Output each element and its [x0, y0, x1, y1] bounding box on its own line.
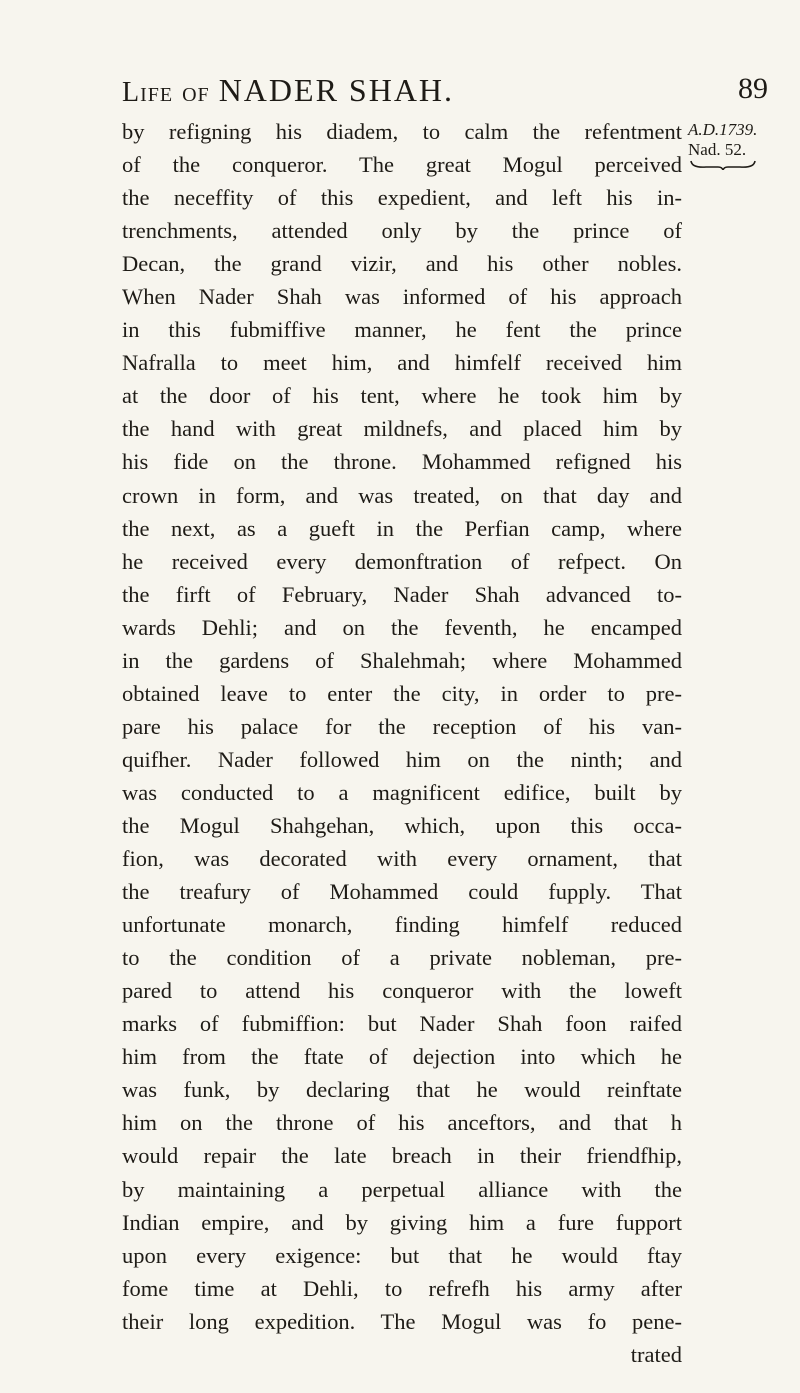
text-line: to the condition of a private nobleman, pre-	[122, 945, 682, 971]
text-line: Decan, the grand vizir, and his other nobles.	[122, 251, 682, 277]
text-line: was conducted to a magnificent edifice, built by	[122, 779, 682, 805]
text-line: pare his palace for the reception of his van-	[122, 713, 682, 739]
text-line: by maintaining a perpetual alliance with the	[122, 1176, 682, 1202]
text-line: When Nader Shah was informed of his approach	[122, 284, 682, 310]
text-line: in the gardens of Shalehmah; where Mohammed	[122, 647, 682, 673]
brace-icon	[690, 160, 756, 170]
text-line: at the door of his tent, where he took him by	[122, 383, 682, 409]
text-line: him on the throne of his anceftors, and that h	[122, 1110, 682, 1136]
body-text	[122, 115, 682, 1371]
text-line: the neceffity of this expedient, and left his in-	[122, 185, 682, 211]
text-line: of the conqueror. The great Mogul perceived	[122, 152, 682, 178]
running-head	[122, 72, 662, 109]
text-line: he received every demonftration of refpect. On	[122, 548, 682, 574]
catchword: trated	[630, 1341, 682, 1367]
text-line: quifher. Nader followed him on the ninth; and	[122, 746, 682, 772]
text-line: the next, as a gueft in the Perfian camp, where	[122, 515, 682, 541]
text-line: his fide on the throne. Mohammed refigned his	[122, 449, 682, 475]
text-line: Indian empire, and by giving him a fure fupport	[122, 1209, 682, 1235]
margin-nad: Nad. 52.	[688, 140, 747, 159]
running-head-life: Life	[122, 77, 174, 108]
margin-year: A.D.1739.	[688, 120, 758, 139]
text-line: was funk, by declaring that he would reinftate	[122, 1077, 682, 1103]
text-line: pared to attend his conqueror with the loweft	[122, 978, 682, 1004]
margin-note	[688, 120, 798, 160]
text-line: in this fubmiffive manner, he fent the prince	[122, 317, 682, 343]
text-line: marks of fubmiffion: but Nader Shah foon raifed	[122, 1011, 682, 1037]
text-line: him from the ftate of dejection into which he	[122, 1044, 682, 1070]
page-number: 89	[738, 72, 768, 105]
text-line: the Mogul Shahgehan, which, upon this occa-	[122, 812, 682, 838]
text-line: crown in form, and was treated, on that day and	[122, 482, 682, 508]
text-line: the firft of February, Nader Shah advanced to-	[122, 581, 682, 607]
text-line: the hand with great mildnefs, and placed him by	[122, 416, 682, 442]
text-line: the treafury of Mohammed could fupply. That	[122, 879, 682, 905]
running-head-name: NADER SHAH.	[218, 72, 455, 108]
text-line: wards Dehli; and on the feventh, he encamped	[122, 614, 682, 640]
text-line: upon every exigence: but that he would ftay	[122, 1242, 682, 1268]
text-line: by refigning his diadem, to calm the refentment	[122, 119, 682, 144]
text-line: fome time at Dehli, to refrefh his army after	[122, 1275, 682, 1301]
running-head-of: of	[182, 77, 210, 108]
text-line: their long expedition. The Mogul was fo pene-	[122, 1308, 682, 1334]
text-line: Nafralla to meet him, and himfelf received him	[122, 350, 682, 376]
text-line: fion, was decorated with every ornament, that	[122, 846, 682, 872]
text-line: trenchments, attended only by the prince of	[122, 218, 682, 244]
text-line: obtained leave to enter the city, in order to pre-	[122, 680, 682, 706]
text-line: would repair the late breach in their friendfhip,	[122, 1143, 682, 1169]
text-line: unfortunate monarch, finding himfelf reduced	[122, 912, 682, 938]
